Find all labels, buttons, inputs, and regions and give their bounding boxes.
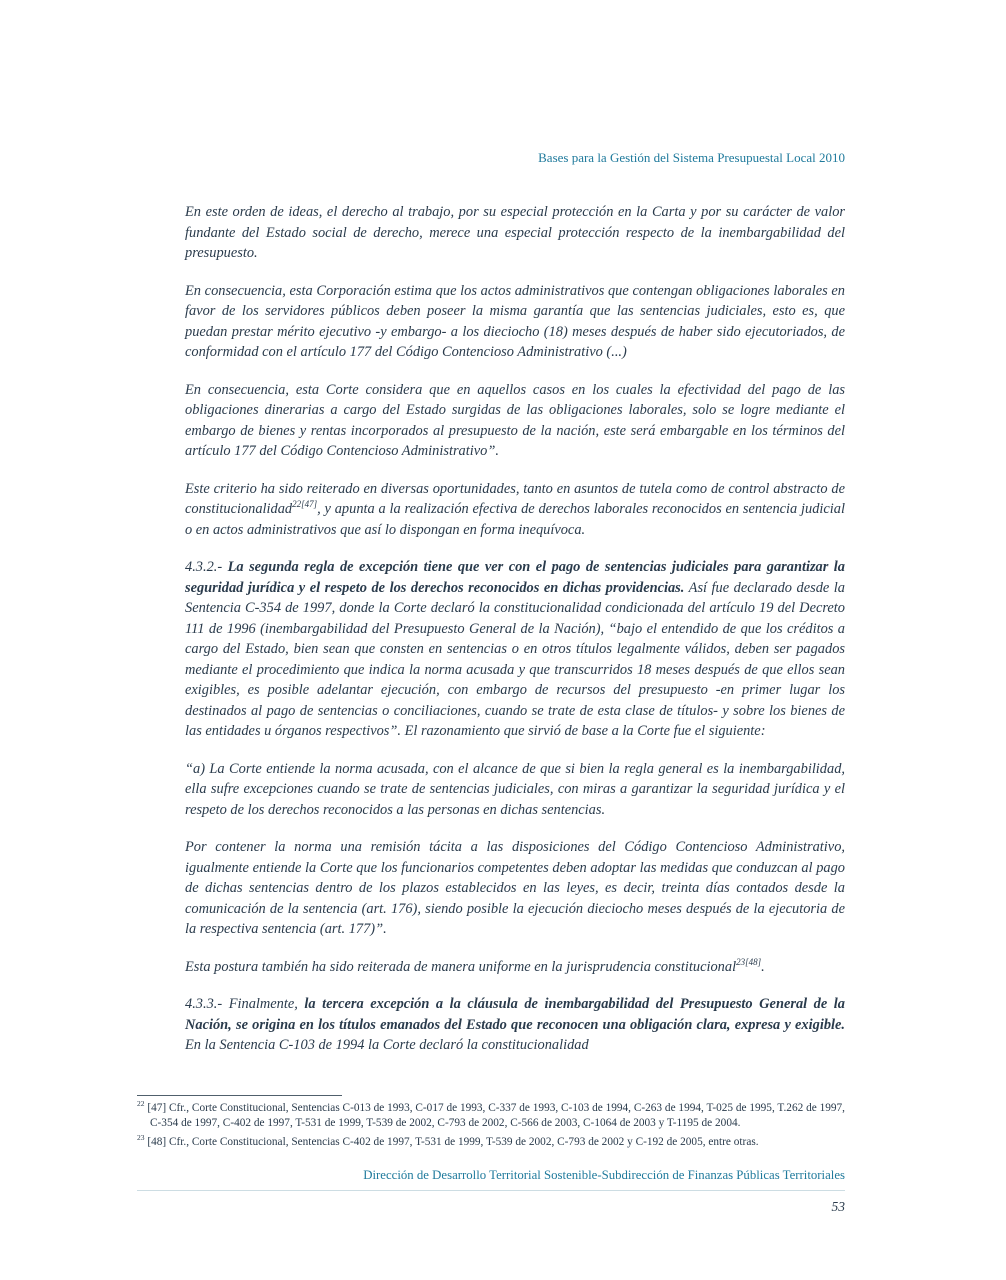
footnote-text: Cfr., Corte Constitucional, Sentencias C-013 de 1993, C-017 de 1993, C-337 de 1993, C-103 de 1994, C-263 de 1994, T-025 de 1995, T.262 de 1997, C-354 de 1997, C-402 de 1997, T-531 de 1999, T-539 de 2002, C-793 de 2002, C-566 de 2003, C-1064 de 2003 y T-1195 de 2004.: [150, 1102, 845, 1129]
paragraph-text: , y apunta a la realización efectiva de derechos laborales reconocidos en sentencia judicial o en actos administrativos que así lo dispongan en forma inequívoca.: [185, 501, 845, 538]
page-footer: [137, 1168, 845, 1191]
footer-text: Dirección de Desarrollo Territorial Sostenible-Subdirección de Finanzas Públicas Territoriales: [363, 1168, 845, 1182]
footnote-23: [137, 1135, 845, 1150]
footnote-ref-23: 23[48]: [736, 956, 762, 967]
paragraph-2: En consecuencia, esta Corporación estima que los actos administrativos que contengan obligaciones laborales en favor de los servidores públicos deben poseer la misma garantía que las sentencias judiciales, esto es, que puedan prestar mérito ejecutivo -y embargo- a los dieciocho (18) meses después de haber sido ejecutoriados, de conformidad con el artículo 177 del Código Contencioso Administrativo (...): [185, 282, 845, 360]
footnote-bracket: [48]: [144, 1136, 169, 1149]
paragraph-text: .: [761, 958, 765, 975]
paragraph-text: Así fue declarado desde la Sentencia C-354 de 1997, donde la Corte declaró la constitucionalidad condicionada del artículo 19 del Decreto 111 de 1996 (inembargabilidad del Presupuesto General de la Nación), “bajo el entendido de que los créditos a cargo del Estado, bien sean que consten en sentencias o en otros títulos legalmente válidos, deben ser pagados mediante el procedimiento que indica la norma acusada y que transcurridos 18 meses después de que ellos sean exigibles, es posible adelantar ejecución, con embargo de recursos del presupuesto -en primer lugar los destinados al pago de sentencias o conciliaciones, cuando se trate de esta clase de títulos- y sobre los bienes de las entidades u órganos respectivos”. El razonamiento que sirvió de base a la Corte fue el siguiente:: [185, 579, 846, 739]
paragraph-text: Finalmente,: [228, 996, 305, 1012]
paragraph-text: Esta postura también ha sido reiterada de manera uniforme en la jurisprudencia constitucional: [185, 958, 737, 975]
section-lead-bold: la tercera excepción a la cláusula de inembargabilidad del Presupuesto General de la Nación, se origina en los títulos emanados del Estado que reconocen una obligación clara, expresa y exigible.: [185, 996, 845, 1033]
paragraph-4: [185, 479, 845, 541]
paragraph-text: Este criterio ha sido reiterado en diversas oportunidades, tanto en asuntos de tutela como de control abstracto de constitucionalidad: [185, 480, 845, 517]
paragraph-7: Por contener la norma una remisión tácita a las disposiciones del Código Contencioso Administrativo, igualmente entiende la Corte que los funcionarios competentes deben adoptar las medidas que conduzcan al pago de dichas sentencias dentro de los plazos establecidos en las leyes, es decir, treinta días contados desde la comunicación de la sentencia (art. 176), siendo posible la ejecución dieciocho meses después de la ejecutoria de la respectiva sentencia (art. 177)”.: [185, 839, 845, 937]
footnote-marker: 23: [137, 1133, 145, 1143]
footnote-ref-22: 22[47]: [292, 499, 318, 510]
footnote-marker: 22: [137, 1099, 145, 1109]
paragraph-6: “a) La Corte entiende la norma acusada, con el alcance de que si bien la regla general es la inembargabilidad, ella sufre excepciones cuando se trate de sentencias judiciales, con miras a garantizar la seguridad jurídica y el respeto de los derechos reconocidos a las personas en dichas sentencias.: [185, 760, 845, 818]
section-number: 4.3.2.-: [185, 559, 228, 575]
paragraph-3: En consecuencia, esta Corte considera que en aquellos casos en los cuales la efectividad del pago de las obligaciones dinerarias a cargo del Estado surgidas de las obligaciones laborales, solo se logre mediante el embargo de bienes y rentas incorporados al presupuesto de la nación, este será embargable en los términos del artículo 177 del Código Contencioso Administrativo”.: [185, 381, 845, 459]
section-4-3-2: [185, 557, 845, 742]
paragraph-text: En la Sentencia C-103 de 1994 la Corte declaró la constitucionalidad: [185, 1037, 589, 1053]
section-number: 4.3.3.-: [185, 996, 229, 1012]
document-body: [185, 202, 845, 1073]
paragraph-1: En este orden de ideas, el derecho al trabajo, por su especial protección en la Carta y por su carácter de valor fundante del Estado social de derecho, merece una especial protección respecto de la inembargabilidad del presupuesto.: [185, 204, 845, 261]
page-number: 53: [831, 1199, 845, 1214]
page-header: [185, 150, 845, 166]
footnote-text: Cfr., Corte Constitucional, Sentencias C-402 de 1997, T-531 de 1999, T-539 de 2002, C-793 de 2002 y C-192 de 2005, entre otras.: [168, 1136, 759, 1149]
footnote-separator-line: [137, 1095, 342, 1096]
header-title: Bases para la Gestión del Sistema Presupuestal Local 2010: [538, 150, 845, 165]
footnotes-block: [137, 1101, 845, 1155]
paragraph-8: [185, 957, 845, 978]
footnote-22: [137, 1101, 845, 1130]
section-lead-bold: La segunda regla de excepción tiene que ver con el pago de sentencias judiciales para garantizar la seguridad jurídica y el respeto de los derechos reconocidos en dichas providencias.: [185, 559, 845, 596]
footnote-bracket: [47]: [144, 1102, 169, 1114]
section-4-3-3: [185, 994, 845, 1056]
